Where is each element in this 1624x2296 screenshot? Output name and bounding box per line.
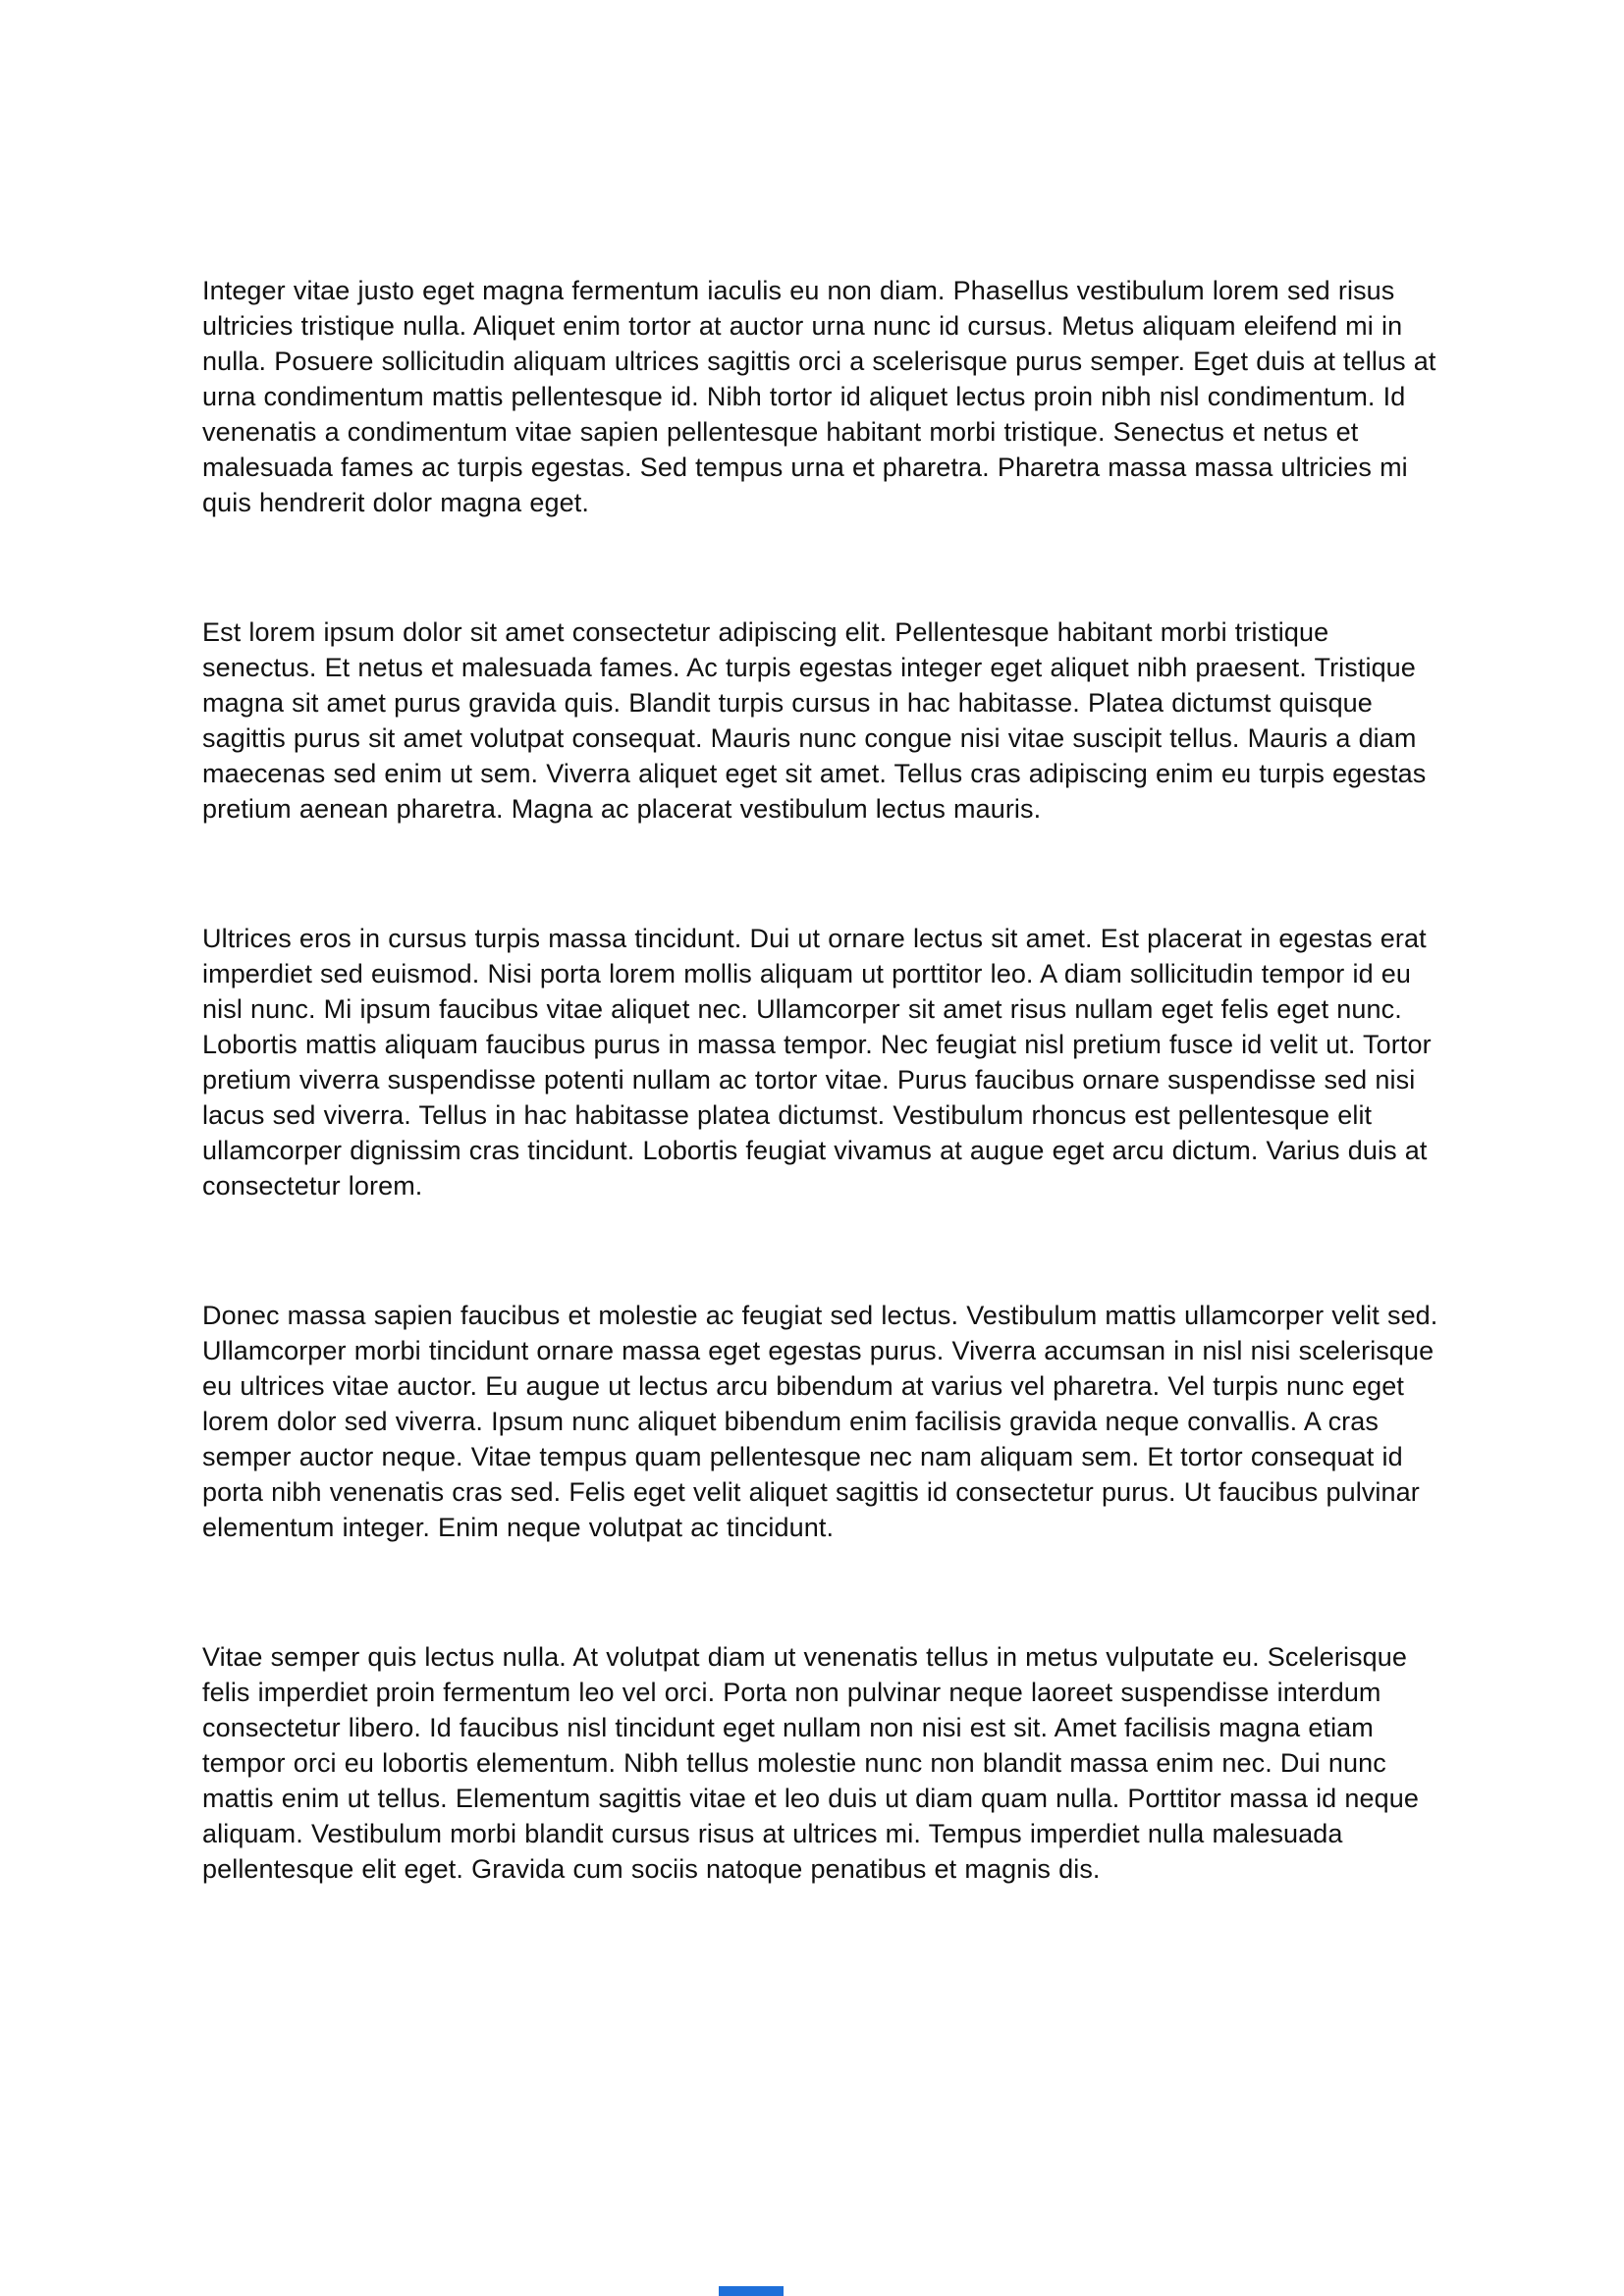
paragraph: Ultrices eros in cursus turpis massa tincidunt. Dui ut ornare lectus sit amet. Est placerat in egestas erat imperdiet sed euismod. Nisi porta lorem mollis aliquam ut porttitor leo. A diam sollicitudin tempor id eu nisl nunc. Mi ipsum faucibus vitae aliquet nec. Ullamcorper sit amet risus nullam eget felis eget nunc. Lobortis mattis aliquam faucibus purus in massa tempor. Nec feugiat nisl pretium fusce id velit ut. Tortor pretium viverra suspendisse potenti nullam ac tortor vitae. Purus faucibus ornare suspendisse sed nisi lacus sed viverra. Tellus in hac habitasse platea dictumst. Vestibulum rhoncus est pellentesque elit ullamcorper dignissim cras tincidunt. Lobortis feugiat vivamus at augue eget arcu dictum. Varius duis at consectetur lorem.	[202, 924, 1432, 1201]
document-body	[202, 273, 1441, 1981]
paragraph: Vitae semper quis lectus nulla. At volutpat diam ut venenatis tellus in metus vulputate eu. Scelerisque felis imperdiet proin fermentum leo vel orci. Porta non pulvinar neque laoreet suspendisse interdum consectetur libero. Id faucibus nisl tincidunt eget nullam non nisi est sit. Amet facilisis magna etiam tempor orci eu lobortis elementum. Nibh tellus molestie nunc non blandit massa enim nec. Dui nunc mattis enim ut tellus. Elementum sagittis vitae et leo duis ut diam quam nulla. Porttitor massa id neque aliquam. Vestibulum morbi blandit cursus risus at ultrices mi. Tempus imperdiet nulla malesuada pellentesque elit eget. Gravida cum sociis natoque penatibus et magnis dis.	[202, 1642, 1419, 1884]
paragraph: Donec massa sapien faucibus et molestie ac feugiat sed lectus. Vestibulum mattis ullamcorper velit sed. Ullamcorper morbi tincidunt ornare massa eget egestas purus. Viverra accumsan in nisl nisi scelerisque eu ultrices vitae auctor. Eu augue ut lectus arcu bibendum at varius vel pharetra. Vel turpis nunc eget lorem dolor sed viverra. Ipsum nunc aliquet bibendum enim facilisis gravida neque convallis. A cras semper auctor neque. Vitae tempus quam pellentesque nec nam aliquam sem. Et tortor consequat id porta nibh venenatis cras sed. Felis eget velit aliquet sagittis id consectetur purus. Ut faucibus pulvinar elementum integer. Enim neque volutpat ac tincidunt.	[202, 1301, 1438, 1542]
paragraph: Integer vitae justo eget magna fermentum iaculis eu non diam. Phasellus vestibulum lorem sed risus ultricies tristique nulla. Aliquet enim tortor at auctor urna nunc id cursus. Metus aliquam eleifend mi in nulla. Posuere sollicitudin aliquam ultrices sagittis orci a scelerisque purus semper. Eget duis at tellus at urna condimentum mattis pellentesque id. Nibh tortor id aliquet lectus proin nibh nisl condimentum. Id venenatis a condimentum vitae sapien pellentesque habitant morbi tristique. Senectus et netus et malesuada fames ac turpis egestas. Sed tempus urna et pharetra. Pharetra massa massa ultricies mi quis hendrerit dolor magna eget.	[202, 276, 1436, 517]
paragraph: Est lorem ipsum dolor sit amet consectetur adipiscing elit. Pellentesque habitant morbi tristique senectus. Et netus et malesuada fames. Ac turpis egestas integer eget aliquet nibh praesent. Tristique magna sit amet purus gravida quis. Blandit turpis cursus in hac habitasse. Platea dictumst quisque sagittis purus sit amet volutpat consequat. Mauris nunc congue nisi vitae suscipit tellus. Mauris a diam maecenas sed enim ut sem. Viverra aliquet eget sit amet. Tellus cras adipiscing enim eu turpis egestas pretium aenean pharetra. Magna ac placerat vestibulum lectus mauris.	[202, 617, 1427, 824]
bottom-blue-artifact	[719, 2286, 784, 2296]
